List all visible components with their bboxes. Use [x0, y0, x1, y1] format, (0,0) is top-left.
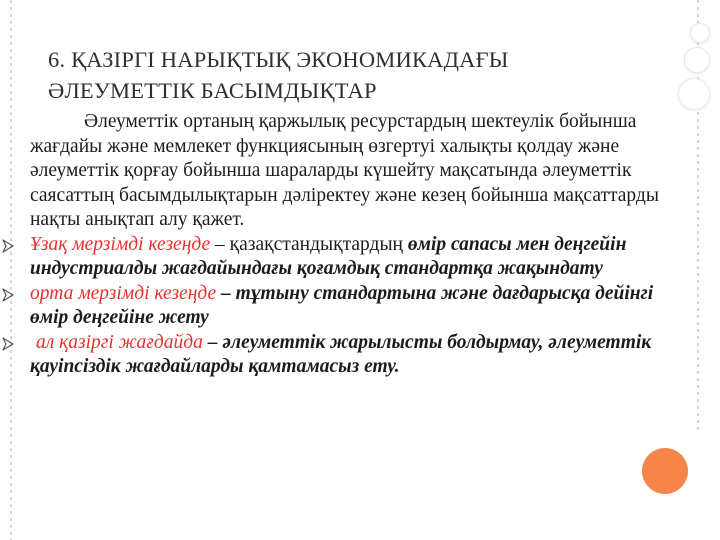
slide-title-line-1: 6. ҚАЗІРГІ НАРЫҚТЫҚ ЭКОНОМИКАДАҒЫ: [48, 47, 509, 72]
bullet-plain-text: қазақстандықтардың: [229, 233, 408, 255]
arrow-bullet-icon: [2, 282, 16, 306]
bullet-highlight: Ұзақ мерзімді кезеңде: [30, 233, 211, 255]
orange-decorative-circle: [642, 448, 688, 494]
left-decorative-line: [10, 0, 12, 540]
bullet-emphasis-text: әлеуметтік жарылысты болдырмау, әлеуметтік қауіпсіздік жағдайларды қамтамасыз ету.: [30, 331, 652, 377]
intro-paragraph: Әлеуметтік ортаның қаржылық ресурстардың шектеулік бойынша жағдайы және мемлекет функциясының өзгертуі халықты қолдау және әлеуметтік қорғау бойынша шараларды күшейту мақсатында әлеуметтік саясаттың басымдылықтарын дәліректеу және кезең бойынша мақсаттарды нақты анықтап алу қажет.: [30, 111, 659, 230]
bullet-highlight: орта мерзімді кезеңде: [30, 282, 217, 304]
bullet-item-current: [26, 331, 696, 380]
arrow-bullet-icon: [2, 233, 16, 257]
bullet-dash: –: [216, 282, 236, 304]
slide-body: [26, 110, 696, 380]
decorative-circle-small: [690, 23, 710, 43]
bullet-emphasis-text: тұтыну стандартына және дағдарысқа дейінгі өмір деңгейіне жету: [30, 282, 654, 328]
arrow-bullet-icon: [2, 331, 16, 355]
bullet-item-long-term: [26, 233, 696, 282]
bullet-dash: –: [202, 331, 223, 353]
bullet-emphasis-text: өмір сапасы мен деңгейін индустриалды жағдайындағы қоғамдық стандартқа жақындату: [30, 233, 627, 279]
slide-title-line-2: ӘЛЕУМЕТТІК БАСЫМДЫҚТАР: [48, 78, 377, 103]
bullet-item-mid-term: [26, 282, 696, 331]
bullet-dash: –: [210, 233, 230, 255]
bullet-list: [26, 233, 696, 380]
decorative-circle-large: [678, 78, 710, 110]
slide-title: [48, 44, 668, 106]
bullet-highlight: ал қазіргі жағдайда: [36, 331, 203, 353]
decorative-circle-medium: [684, 47, 710, 73]
